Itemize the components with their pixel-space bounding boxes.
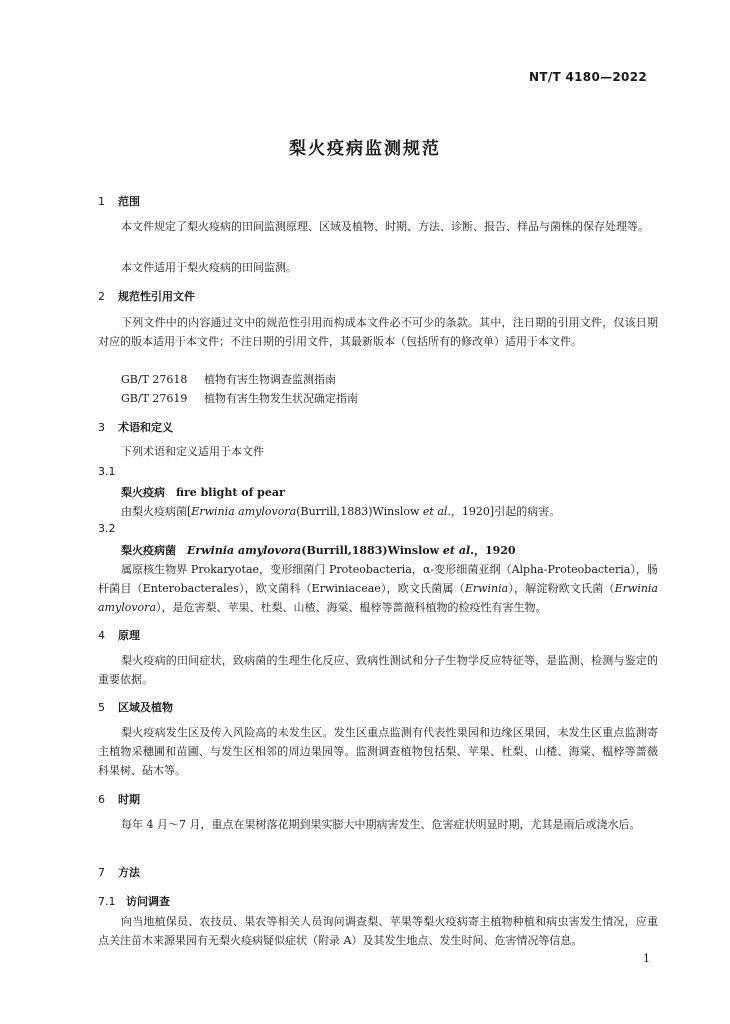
section-number: 7 (98, 866, 105, 879)
standard-number: NT/T 4180—2022 (529, 70, 647, 84)
section-6-heading (98, 791, 140, 807)
section-4-paragraph-1: 梨火疫病的田间症状，致病菌的生理生化反应、致病性测试和分子生物学反应特征等，是监测、检测与鉴定的重要依据。 (98, 654, 658, 686)
scientific-name: Erwinia (464, 582, 509, 595)
text: ），解淀粉欧文氏菌（ (508, 582, 615, 595)
section-number: 2 (98, 290, 105, 303)
text: 梨火疫病菌 (121, 544, 187, 557)
section-title: 范围 (118, 195, 140, 208)
text: ），是危害梨、苹果、杜梨、山楂、海棠、榅桲等蔷薇科植物的检疫性有害生物。 (156, 601, 547, 614)
scientific-name: Erwinia amylovora (98, 582, 658, 614)
section-2-heading (98, 288, 195, 304)
section-4-heading (98, 627, 140, 643)
section-number: 6 (98, 793, 105, 806)
term-3-1-title: 梨火疫病 fire blight of pear (121, 486, 285, 499)
term-3-1-number: 3.1 (98, 465, 116, 478)
section-2-paragraph-1: 下列文件中的内容通过文中的规范性引用而构成本文件必不可少的条款。其中，注日期的引用文件，仅该日期对应的版本适用于本文件；不注日期的引用文件，其最新版本（包括所有的修改单）适用于本文件。 (98, 316, 658, 348)
section-title: 方法 (118, 866, 140, 879)
section-title: 原理 (118, 629, 140, 642)
scientific-name: Erwinia amylovora (191, 505, 297, 518)
subsection-7-1-paragraph-1: 向当地植保员、农技员、果农等相关人员询问调查梨、苹果等梨火疫病寄主植物种植和病虫害发生情况，应重点关注苗木来源果园有无梨火疫病疑似症状（附录 A）及其发生地点、发生时间、危害情况等信息。 (98, 915, 658, 947)
section-number: 1 (98, 195, 105, 208)
section-7-heading (98, 864, 140, 880)
text: (Burrill,1883)Winslow (301, 544, 443, 557)
subsection-number: 7.1 (98, 895, 116, 908)
subsection-title: 访问调查 (126, 895, 170, 908)
section-3-paragraph-1: 下列术语和定义适用于本文件 (121, 445, 264, 458)
document-title: 梨火疫病监测规范 (289, 139, 441, 159)
section-title: 时期 (118, 793, 140, 806)
et-al: et al. (442, 544, 474, 557)
text: 属原核生物界 Prokaryotae，变形细菌门 Proteobacteria，α-变形细菌亚纲（Alpha-Proteobacteria），肠杆菌目（Enterobacterales），欧文菌科（Erwiniaceae），欧文氏菌属（ (98, 563, 658, 595)
reference-name: 植物有害生物调查监测指南 (204, 373, 336, 386)
section-number: 3 (98, 421, 105, 434)
et-al: et al. (422, 505, 451, 518)
subsection-7-1-heading (98, 893, 170, 909)
section-number: 5 (98, 701, 105, 714)
term-3-2-title (121, 542, 516, 558)
section-1-paragraph-1: 本文件规定了梨火疫病的田间监测原理、区域及植物、时期、方法、诊断、报告、样品与菌株的保存处理等。 (121, 220, 649, 233)
normative-reference (121, 371, 336, 387)
section-3-heading (98, 419, 173, 435)
term-3-2-number: 3.2 (98, 522, 116, 535)
normative-reference (121, 390, 358, 406)
section-6-paragraph-1: 每年 4 月～7 月，重点在果树落花期到果实膨大中期病害发生、危害症状明显时期，尤其是雨后或浇水后。 (121, 818, 641, 831)
text: 由梨火疫病菌[ (121, 505, 192, 518)
text: ，1920]引起的病害。 (450, 505, 561, 518)
reference-code: GB/T 27619 (121, 392, 188, 405)
reference-code: GB/T 27618 (121, 373, 188, 386)
term-3-1-definition (121, 503, 560, 519)
section-1-heading (98, 193, 140, 209)
section-number: 4 (98, 629, 105, 642)
section-5-heading (98, 699, 173, 715)
scientific-name: Erwinia amylovora (187, 544, 302, 557)
section-1-paragraph-2: 本文件适用于梨火疫病的田间监测。 (121, 261, 297, 274)
section-title: 规范性引用文件 (118, 290, 195, 303)
text: (Burrill,1883)Winslow (296, 505, 423, 518)
reference-name: 植物有害生物发生状况确定指南 (204, 392, 358, 405)
text: ，1920 (473, 544, 516, 557)
section-title: 术语和定义 (118, 421, 173, 434)
term-3-2-definition (98, 560, 658, 617)
section-title: 区域及植物 (118, 701, 173, 714)
page-number: 1 (643, 952, 650, 965)
section-5-paragraph-1: 梨火疫病发生区及传入风险高的未发生区。发生区重点监测有代表性果园和边缘区果园，未发生区重点监测寄主植物采穗圃和苗圃、与发生区相邻的周边果园等。监测调查植物包括梨、苹果、杜梨、山楂、海棠、榅桲等蔷薇科果树、砧木等。 (98, 726, 658, 777)
